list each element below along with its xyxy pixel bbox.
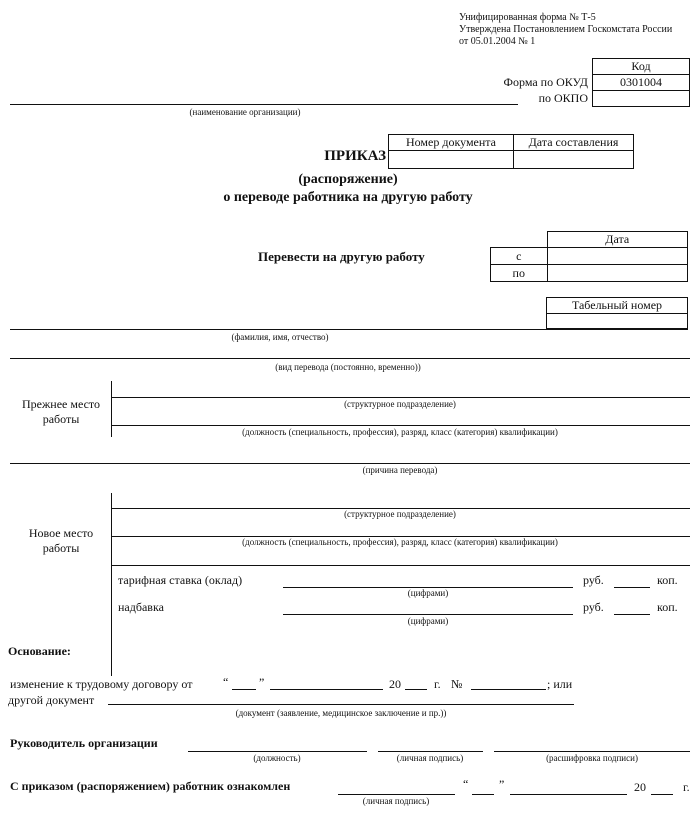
head-decoding-caption: (расшифровка подписи) xyxy=(546,753,638,763)
quote-open: “ xyxy=(223,675,229,689)
title-main: ПРИКАЗ xyxy=(324,148,386,164)
org-caption: (наименование организации) xyxy=(189,107,301,117)
head-post-field[interactable] xyxy=(188,751,367,752)
doc-number-header: Номер документа xyxy=(389,135,514,151)
ack-year-field[interactable] xyxy=(651,794,673,795)
new-place-label xyxy=(16,526,106,556)
approval: Утверждена Постановлением Госкомстата России xyxy=(459,24,673,35)
rate-kop-field[interactable] xyxy=(614,587,650,588)
new-place-line1: Новое место xyxy=(28,526,94,540)
okud-value[interactable]: 0301004 xyxy=(593,75,690,91)
kod-header: Код xyxy=(593,59,690,75)
codes-table xyxy=(592,58,690,107)
amendment-label: изменение к трудовому договору от xyxy=(10,677,193,691)
year-prefix: 20 xyxy=(389,677,401,691)
transfer-label: Перевести на другую работу xyxy=(258,249,425,264)
to-date-field[interactable] xyxy=(547,265,688,282)
bonus-digits-caption: (цифрами) xyxy=(407,616,449,626)
amendment-day-field[interactable] xyxy=(232,689,256,690)
bonus-kop-label: коп. xyxy=(657,600,678,614)
date-header: Дата xyxy=(547,232,688,248)
new-unit-caption: (структурное подразделение) xyxy=(344,509,456,519)
fio-field[interactable] xyxy=(10,329,688,330)
old-place-divider xyxy=(111,381,112,437)
fio-caption: (фамилия, имя, отчество) xyxy=(231,332,329,342)
new-place-divider xyxy=(111,493,112,676)
okpo-value[interactable] xyxy=(593,91,690,107)
basis-heading: Основание: xyxy=(8,644,71,658)
old-unit-field[interactable] xyxy=(111,397,690,398)
head-decoding-field[interactable] xyxy=(494,751,690,752)
title-sub: (распоряжение) xyxy=(298,172,398,187)
transfer-dates-table xyxy=(490,231,688,282)
ack-day-field[interactable] xyxy=(472,794,494,795)
year-suffix: г. xyxy=(434,677,441,691)
old-place-label xyxy=(16,397,106,427)
rate-kop-label: коп. xyxy=(657,573,678,587)
form-header xyxy=(459,12,672,48)
from-date-field[interactable] xyxy=(547,248,688,265)
ack-month-field[interactable] xyxy=(510,794,627,795)
head-post-caption: (должность) xyxy=(253,753,301,763)
to-label: по xyxy=(491,265,548,282)
tab-number-header: Табельный номер xyxy=(547,298,688,314)
form-number: Унифицированная форма № Т-5 xyxy=(459,12,596,23)
old-position-caption: (должность (специальность, профессия), разряд, класс (категория) квалификации) xyxy=(242,427,558,437)
old-unit-caption: (структурное подразделение) xyxy=(344,399,456,409)
bonus-rub-label: руб. xyxy=(583,600,604,614)
new-place-line2: работы xyxy=(42,541,80,555)
doc-date-field[interactable] xyxy=(514,151,634,169)
doc-number-field[interactable] xyxy=(389,151,514,169)
bonus-rub-field[interactable] xyxy=(283,614,573,615)
title-subject: о переводе работника на другую работу xyxy=(223,190,473,205)
doc-table xyxy=(388,134,634,169)
amendment-number-field[interactable] xyxy=(471,689,546,690)
kind-field[interactable] xyxy=(10,358,690,359)
from-label: с xyxy=(491,248,548,265)
bonus-label: надбавка xyxy=(118,600,164,614)
new-extra-field[interactable] xyxy=(111,565,690,566)
old-position-field[interactable] xyxy=(111,425,690,426)
reason-caption: (причина перевода) xyxy=(362,465,438,475)
reason-field[interactable] xyxy=(10,463,690,464)
ack-year-suffix: г. xyxy=(683,780,690,794)
kind-caption: (вид перевода (постоянно, временно)) xyxy=(275,362,421,372)
okpo-label: по ОКПО xyxy=(538,91,588,105)
rate-label: тарифная ставка (оклад) xyxy=(118,573,243,587)
or-label: ; или xyxy=(547,677,573,691)
ack-quote-close: ” xyxy=(499,777,505,791)
tab-number-table xyxy=(546,297,688,329)
head-signature-field[interactable] xyxy=(378,751,483,752)
head-label: Руководитель организации xyxy=(10,736,158,750)
okud-label: Форма по ОКУД xyxy=(503,75,588,89)
doc-date-header: Дата составления xyxy=(514,135,634,151)
tab-number-field[interactable] xyxy=(547,314,688,329)
approval-date: от 05.01.2004 № 1 xyxy=(459,36,536,47)
ack-signature-field[interactable] xyxy=(338,794,455,795)
ack-year-prefix: 20 xyxy=(634,780,646,794)
number-sign: № xyxy=(451,677,463,691)
old-place-line2: работы xyxy=(42,412,80,426)
document-caption: (документ (заявление, медицинское заключение и пр.)) xyxy=(235,708,447,718)
head-signature-caption: (личная подпись) xyxy=(396,753,464,763)
amendment-month-field[interactable] xyxy=(270,689,383,690)
other-doc-field[interactable] xyxy=(108,704,574,705)
ack-label: С приказом (распоряжением) работник ознакомлен xyxy=(10,779,291,793)
rate-digits-caption: (цифрами) xyxy=(407,588,449,598)
other-doc-label: другой документ xyxy=(8,693,95,707)
quote-close: ” xyxy=(259,675,265,689)
org-name-field[interactable] xyxy=(10,104,518,105)
amendment-year-field[interactable] xyxy=(405,689,427,690)
bonus-kop-field[interactable] xyxy=(614,614,650,615)
rate-rub-label: руб. xyxy=(583,573,604,587)
ack-quote-open: “ xyxy=(463,777,469,791)
new-position-caption: (должность (специальность, профессия), разряд, класс (категория) квалификации) xyxy=(242,537,558,547)
ack-signature-caption: (личная подпись) xyxy=(362,796,430,806)
old-place-line1: Прежнее место xyxy=(22,397,100,411)
